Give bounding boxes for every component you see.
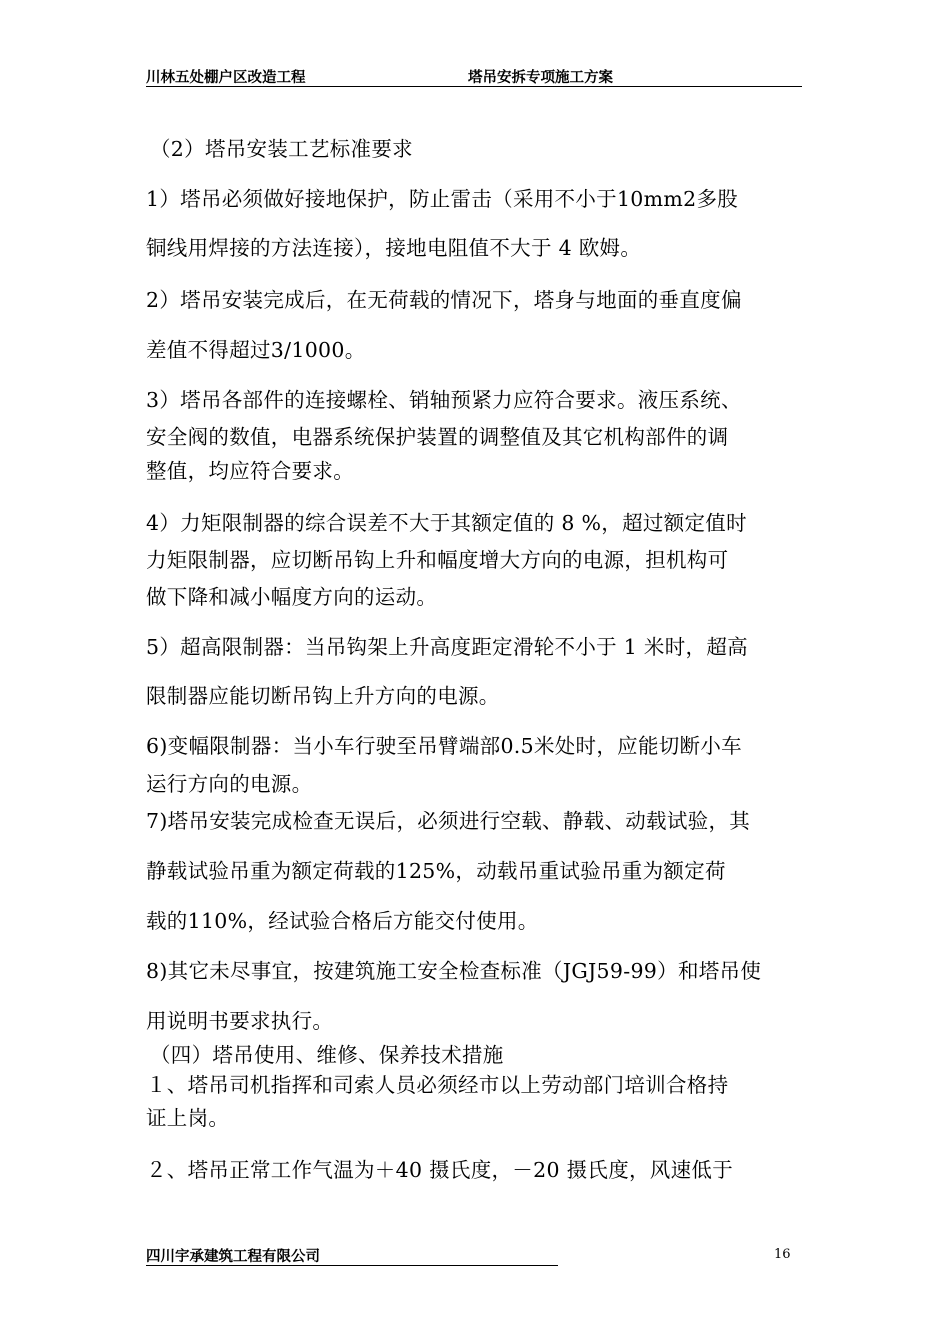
body-line: 7)塔吊安装完成检查无误后，必须进行空载、静载、动载试验，其 [146, 809, 751, 833]
body-line: 安全阀的数值，电器系统保护装置的调整值及其它机构部件的调 [146, 425, 729, 449]
body-line: 差值不得超过3/1000。 [146, 338, 366, 362]
header-document-title: 塔吊安拆专项施工方案 [468, 70, 613, 86]
body-line: 4）力矩限制器的综合误差不大于其额定值的 8 %，超过额定值时 [146, 511, 747, 535]
body-line: 8)其它未尽事宜，按建筑施工安全检查标准（JGJ59-99）和塔吊使 [146, 959, 762, 983]
page-footer [146, 1243, 558, 1266]
body-line: 1）塔吊必须做好接地保护，防止雷击（采用不小于10mm2多股 [146, 187, 739, 211]
body-line: 5）超高限制器：当吊钩架上升高度距定滑轮不小于 1 米时，超高 [146, 635, 748, 659]
body-line: 铜线用焊接的方法连接），接地电阻值不大于 4 欧姆。 [146, 236, 642, 260]
body-line: 静载试验吊重为额定荷载的125%，动载吊重试验吊重为额定荷 [146, 859, 726, 883]
body-line: １、塔吊司机指挥和司索人员必须经市以上劳动部门培训合格持 [146, 1073, 729, 1097]
body-line: 整值，均应符合要求。 [146, 459, 354, 483]
body-line: 做下降和减小幅度方向的运动。 [146, 585, 438, 609]
body-line: ２、塔吊正常工作气温为＋40 摄氏度，－20 摄氏度，风速低于 [146, 1158, 734, 1182]
body-line: 运行方向的电源。 [146, 772, 313, 796]
section-heading: （2）塔吊安装工艺标准要求 [150, 137, 413, 161]
body-line: 证上岗。 [146, 1106, 230, 1130]
body-line: 6)变幅限制器：当小车行驶至吊臂端部0.5米处时，应能切断小车 [146, 734, 742, 758]
body-line: 2）塔吊安装完成后，在无荷载的情况下，塔身与地面的垂直度偏 [146, 288, 742, 312]
body-line: 限制器应能切断吊钩上升方向的电源。 [146, 684, 500, 708]
body-line: 力矩限制器，应切断吊钩上升和幅度增大方向的电源，担机构可 [146, 548, 729, 572]
body-line: 用说明书要求执行。 [146, 1009, 334, 1033]
body-line: 载的110%，经试验合格后方能交付使用。 [146, 909, 539, 933]
section-heading: （四）塔吊使用、维修、保养技术措施 [150, 1043, 504, 1067]
page-header [146, 64, 802, 87]
body-line: 3）塔吊各部件的连接螺栓、销轴预紧力应符合要求。液压系统、 [146, 388, 742, 412]
header-project-title: 川林五处棚户区改造工程 [146, 70, 306, 86]
page-number: 16 [774, 1247, 791, 1262]
footer-company-name: 四川宇承建筑工程有限公司 [146, 1249, 320, 1265]
